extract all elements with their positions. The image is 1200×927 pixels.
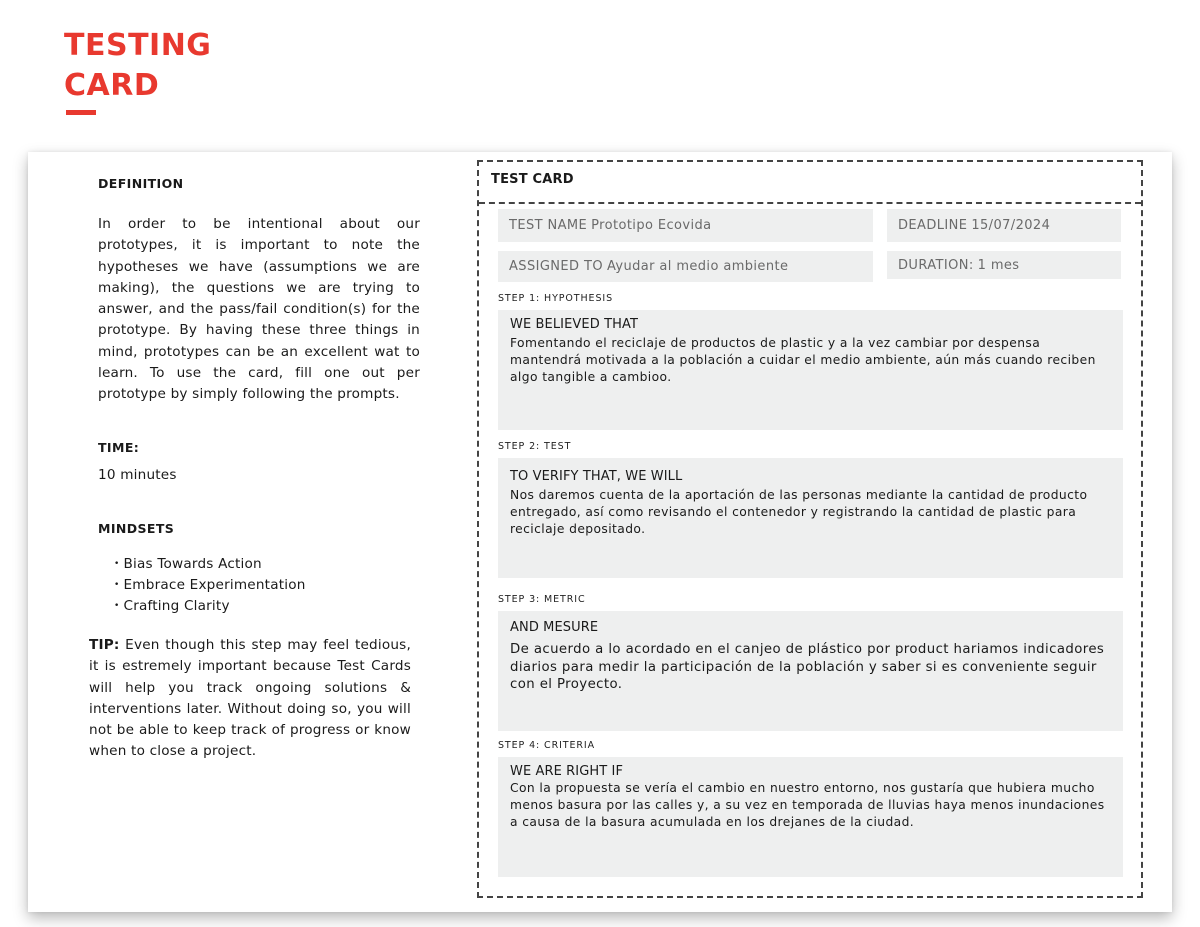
definition-text: In order to be intentional about our prototypes, it is important to note the hypotheses we have (assumptions we are making), the questions we are trying to answer, and the pass/fail condition(s) for the prototype. By having these three things in mind, prototypes can be an excellent wat to learn. To use the card, fill one out per prototype by simply following the prompts. <box>98 216 420 403</box>
instructions-column <box>28 152 468 912</box>
time-value: 10 minutes <box>98 467 177 483</box>
step-3-label: STEP 3: METRIC <box>498 594 586 605</box>
step-2-answer: Nos daremos cuenta de la aportación de las personas mediante la cantidad de producto entregado, así como revisando el contenedor y registrando la cantidad de plastic para reciclaje depositado. <box>510 488 1088 536</box>
deadline-field[interactable] <box>887 209 1121 242</box>
step-1-prompt: WE BELIEVED THAT <box>510 317 639 332</box>
test-name-label: TEST NAME <box>509 218 588 233</box>
test-card <box>477 160 1143 898</box>
assigned-to-label: ASSIGNED TO <box>509 259 603 274</box>
mindset-item: • Bias Towards Action <box>114 554 306 575</box>
step-4-prompt: WE ARE RIGHT IF <box>510 764 624 779</box>
deadline-value: 15/07/2024 <box>971 218 1051 233</box>
step-1-box[interactable] <box>498 310 1123 430</box>
definition-heading: DEFINITION <box>98 176 184 191</box>
assigned-to-field[interactable] <box>498 251 873 282</box>
page-title-line-1: TESTING <box>64 28 212 63</box>
tip-label: TIP: <box>89 637 120 653</box>
tip-paragraph <box>89 635 411 763</box>
mindsets-list <box>114 554 306 617</box>
step-1-answer: Fomentando el reciclaje de productos de plastic y a la vez cambiar por despensa mantendrá motivada a la población a cuidar el medio ambiente, aún más cuando reciben algo tangible a cambioo. <box>510 336 1096 384</box>
assigned-to-value: Ayudar al medio ambiente <box>606 259 789 274</box>
step-4-answer: Con la propuesta se vería el cambio en nuestro entorno, nos gustaría que hubiera mucho menos basura por las calles y, a su vez en temporada de lluvias haya menos inundaciones a causa de la basura acumulada en los drejanes de la ciudad. <box>510 781 1105 829</box>
mindset-item: • Crafting Clarity <box>114 596 306 617</box>
step-2-box[interactable] <box>498 458 1123 578</box>
step-4-box[interactable] <box>498 757 1123 877</box>
deadline-label: DEADLINE <box>898 218 968 233</box>
title-underline <box>66 110 96 115</box>
duration-label: DURATION: <box>898 257 974 273</box>
step-2-label: STEP 2: TEST <box>498 441 572 452</box>
card-sheet <box>28 152 1172 912</box>
duration-value: 1 mes <box>977 257 1020 273</box>
step-4-label: STEP 4: CRITERIA <box>498 740 595 751</box>
step-2-prompt: TO VERIFY THAT, WE WILL <box>510 469 683 484</box>
time-heading: TIME: <box>98 440 140 455</box>
card-header-divider <box>479 202 1141 204</box>
tip-text: Even though this step may feel tedious, it is estremely important because Test Cards will help you track ongoing solutions & interventions later. Without doing so, you will not be able to keep track of progress or know when to close a project. <box>89 637 411 760</box>
duration-field[interactable] <box>887 251 1121 279</box>
step-1-label: STEP 1: HYPOTHESIS <box>498 293 614 304</box>
test-name-field[interactable] <box>498 209 873 242</box>
step-3-prompt: AND MESURE <box>510 620 599 635</box>
mindsets-heading: MINDSETS <box>98 521 175 536</box>
page-title-line-2: CARD <box>64 68 160 103</box>
step-3-box[interactable] <box>498 611 1123 731</box>
test-name-value: Prototipo Ecovida <box>591 218 712 233</box>
test-card-title: TEST CARD <box>491 172 574 187</box>
mindset-item: • Embrace Experimentation <box>114 575 306 596</box>
page-title <box>64 26 211 106</box>
step-3-answer: De acuerdo a lo acordado en el canjeo de plástico por product hariamos indicadores diarios para medir la participación de la población y saber si es conveniente seguir con el Proyecto. <box>510 642 1105 692</box>
